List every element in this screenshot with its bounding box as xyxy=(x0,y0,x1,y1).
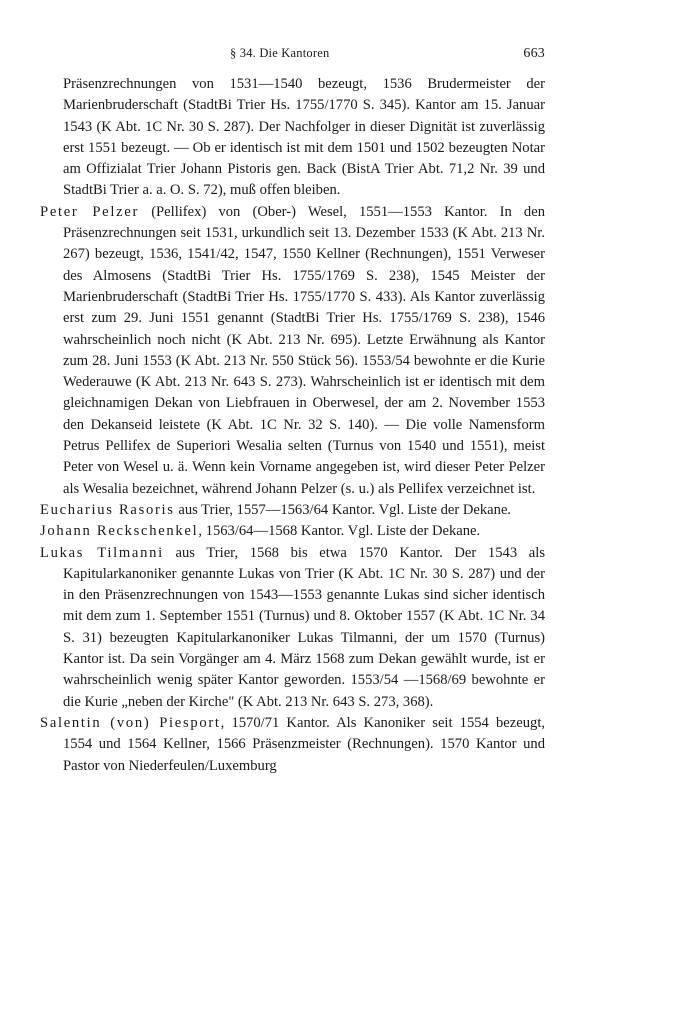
page-number: 663 xyxy=(523,46,545,61)
entry-name: Peter Pelzer xyxy=(40,203,140,220)
entry-name: Salentin (von) Piesport xyxy=(40,714,221,731)
entry-name: Johann Reckschenkel xyxy=(40,523,199,540)
entry-name: Eucharius Rasoris xyxy=(40,501,175,518)
entry-text: 1563/64—1568 Kantor. Vgl. Liste der Dekane. xyxy=(205,523,481,540)
entry-text: 1570/71 Kantor. Als Kanoniker seit 1554 bezeugt, 1554 und 1564 Kellner, 1566 Präsenzmeister (Rechnungen). 1570 Kantor und Pastor von Niederfeulen/Luxemburg xyxy=(63,714,546,774)
kantor-entry xyxy=(40,521,545,542)
entry-text: aus Trier, 1557—1563/64 Kantor. Vgl. Liste der Dekane. xyxy=(178,501,512,518)
page-body xyxy=(40,74,545,777)
kantor-entry xyxy=(40,202,546,500)
paragraph-continuation xyxy=(40,74,545,202)
document-page xyxy=(40,0,560,1025)
kantor-entry xyxy=(40,543,545,713)
entry-comma: , xyxy=(198,523,206,540)
entry-comma: , xyxy=(220,714,232,731)
entry-text: (Pellifex) von (Ober-) Wesel, 1551—1553 Kantor. In den Präsenzrechnungen seit 1531, urkundlich seit 13. Dezember 1533 (K Abt. 213 Nr. 267) bezeugt, 1536, 1541/42, 1547, 1550 Kellner (Rechnungen), 1551 Verweser des Almosens (StadtBi Trier Hs. 1755/1769 S. 238), 1545 Meister der Marienbruderschaft (StadtBi Trier Hs. 1755/1770 S. 433). Als Kantor zuverlässig erst zum 29. Juni 1551 genannt (StadtBi Trier Hs. 1755/1769 S. 238), 1546 wahrscheinlich noch nicht (K Abt. 213 Nr. 695). Letzte Erwähnung als Kantor zum 28. Juni 1553 (K Abt. 213 Nr. 550 Stück 56). 1553/54 bewohnte er die Kurie Wederauwe (K Abt. 213 Nr. 643 S. 273). Wahrscheinlich ist er identisch mit dem gleichnamigen Dekan von Liebfrauen in Oberwesel, der am 2. November 1553 den Dekanseid leistete (K Abt. 1C Nr. 32 S. 140). — Die volle Namensform Petrus Pellifex de Superiori Wesalia selten (Turnus von 1540 und 1551), meist Peter von Wesel u. ä. Wenn kein Vorname angegeben ist, wird dieser Peter Pelzer als Wesalia bezeichnet, während Johann Pelzer (s. u.) als Pellifex verzeichnet ist. xyxy=(63,203,546,497)
paragraph-text: Präsenzrechnungen von 1531—1540 bezeugt, 1536 Brudermeister der Marienbruderschaft (StadtBi Trier Hs. 1755/1770 S. 345). Kantor am 15. Januar 1543 (K Abt. 1C Nr. 30 S. 287). Der Nachfolger in dieser Dignität ist zuverlässig erst 1551 bezeugt. — Ob er identisch ist mit dem 1501 und 1502 bezeugten Notar am Offizialat Trier Johann Pistoris gen. Back (BistA Trier Abt. 71,2 Nr. 39 und StadtBi Trier a. a. O. S. 72), muß offen bleiben. xyxy=(63,76,545,199)
entry-text: aus Trier, 1568 bis etwa 1570 Kantor. Der 1543 als Kapitularkanoniker genannte Lukas von Trier (K Abt. 1C Nr. 30 S. 287) und der in den Präsenzrechnungen von 1543—1553 genannte Lukas sind sicher identisch mit dem zum 1. September 1551 (Turnus) und 8. Oktober 1557 (K Abt. 1C Nr. 34 S. 31) bezeugten Kapitularkanoniker Lukas Tilmanni, der um 1570 (Turnus) Kantor ist. Da sein Vorgänger am 4. März 1568 zum Dekan gewählt wurde, ist er wahrscheinlich wenig später Kantor geworden. 1553/54 —1568/69 bewohnte er die Kurie „neben der Kirche" (K Abt. 213 Nr. 643 S. 273, 368). xyxy=(63,544,545,710)
kantor-entry xyxy=(40,500,545,521)
section-title: § 34. Die Kantoren xyxy=(230,46,330,60)
entry-name: Lukas Tilmanni xyxy=(40,544,164,561)
kantor-entry xyxy=(40,713,546,777)
